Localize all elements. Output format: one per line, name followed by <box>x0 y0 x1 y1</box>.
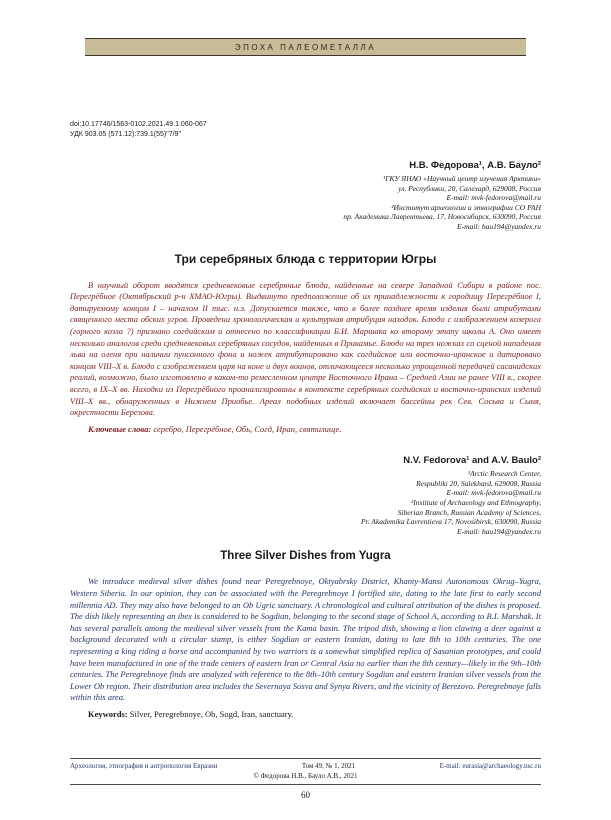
affiliation-ru <box>70 174 541 232</box>
footer-copyright: © Федорова Н.В., Бауло А.В., 2021 <box>253 772 358 780</box>
affiliation-line: ²Институт археологии и этнографии СО РАН <box>391 202 541 212</box>
page-number: 60 <box>301 790 310 800</box>
article-meta <box>70 120 541 140</box>
abstract-ru: В научный оборот вводятся средневековые серебряные блюда, найденные на севере Западной Сибири в районе пос. Перегрёбное (Октябрьский р-н ХМАО-Югры). Выдвинуто предположение об их принадлежности к городищу Перегрёбное I, датируемому концом I – началом II тыс. н.э. Допускается также, что в более позднее время изделия были атрибутами священного места обских угров. Проведена хронологическая и культурная атрибуция находок. Блюдо с изображением козерога (горного козла ?) признано согдийским и отнесено по классификации Б.И. Маршака ко второму этапу школы А. Оно имеет несколько аналогов среди средневековых серебряных сосудов, найденных в Прикамье. Блюдо на трех ножках со сценой нападения льва на оленя при наличии пунсонного фона и ножек атрибутировано как согдийское или восточно-иранское и датировано концом VIII–X в. Блюдо с изображением царя на коне и двух воинов, отличающееся несколько упрощенной передачей сасанидских реалий, возможно, было изготовлено в каком-то ремесленном центре Восточного Ирана – Средней Азии не ранее VIII в., скорее всего, в IX–X вв. Находки из Перегрёбного проанализированы в контексте серебряных согдийских и восточно-иранских изделий VIII–X вв., обнаруженных в Нижнем Приобье. Ареал подобных изделий включает бассейны рек Сев. Сосьва и Сыня, окрестности Березова. <box>70 279 541 418</box>
affiliation-en <box>70 469 541 536</box>
article-title-en: Three Silver Dishes from Yugra <box>220 550 391 563</box>
section-band <box>85 38 526 56</box>
keywords-en <box>70 709 541 721</box>
affiliation-line: пр. Академика Лаврентьева, 17, Новосибирск, 630090, Россия <box>343 212 541 222</box>
udk-line: УДК 903.05 (571.12):739.1(55)"7/9" <box>70 131 181 138</box>
keywords-label-ru: Ключевые слова: <box>88 423 152 434</box>
footer-email: E-mail: eurasia@archaeology.nsc.ru <box>439 762 541 770</box>
keywords-label-en: Keywords: <box>88 708 128 719</box>
footer-rule-bottom <box>70 784 541 785</box>
footer-journal-row <box>70 759 541 771</box>
affiliation-email: E-mail: bau194@yandex.ru <box>457 221 541 231</box>
affiliation-line: ул. Республики, 20, Салехард, 629008, Россия <box>398 183 541 193</box>
keywords-text-ru: серебро, Перегрёбное, Обь, Согд, Иран, святилище. <box>153 423 342 434</box>
footer-journal-name: Археология, этнография и антропология Евразии <box>70 762 218 770</box>
keywords-text-en: Silver, Peregrebnoye, Ob, Sogd, Iran, sanctuary. <box>129 708 294 719</box>
affiliation-line: Pr. Akademika Lavrentieva 17, Novosibirsk, 630090, Russia <box>361 517 541 527</box>
affiliation-line: ²Institute of Archaeology and Ethnography, <box>411 498 541 508</box>
authors-block-ru <box>70 160 541 232</box>
affiliation-line: Siberian Branch, Russian Academy of Sciences, <box>397 507 541 517</box>
doi-line: doi:10.17746/1563-0102.2021.49.1.060-067 <box>70 121 207 128</box>
abstract-en: We introduce medieval silver dishes found near Peregrebnoye, Oktyabrsky District, Khanty-Mansi Autonomous Okrug–Yugra, Western Siberia. In our opinion, they can be associated with the Peregrebnoye I fortified site, dating to the late first to early second millennia AD. They may also have belonged to an Ob Ugric sanctuary. A chronological and cultural attribution of the dishes is proposed. The dish likely representing an ibex is considered to be Sogdian, belonging to the second stage of School A, according to B.I. Marshak. It has several parallels among the medieval silver vessels from the Kama basin. The tripod dish, showing a lion clawing a deer against a background decorated with a circular stamp, is either Sogdian or eastern Iranian, dating to late 8th to 10th centuries. The one representing a king riding a horse and accompanied by two warriors is a somewhat simplified replica of Sasanian prototypes, and could have been manufactured in one of the trade centers of eastern Iran or Central Asia no earlier than the 8th century—likely in the 9th–10th centuries. The Peregrebnoye finds are analyzed with reference to the 8th–10th century Sogdian and eastern Iranian silver vessels from the Lower Ob region. Their distribution area includes the Severnaya Sosva and Synya Rivers, and the vicinity of Berezovo. Peregrebnoye falls within this area. <box>70 576 541 703</box>
affiliation-email: E-mail: mvk-fedorova@mail.ru <box>446 193 541 203</box>
section-band-title: ЭПОХА ПАЛЕОМЕТАЛЛА <box>234 43 377 52</box>
page-footer <box>70 758 541 800</box>
affiliation-line: ¹Arctic Research Center, <box>467 469 541 479</box>
article-title-ru: Три серебряных блюда с территории Югры <box>174 251 437 266</box>
authors-names-ru: Н.В. Федорова¹, А.В. Бауло² <box>409 160 541 171</box>
footer-volume: Том 49, № 1, 2021 <box>301 762 356 770</box>
authors-block-en <box>70 455 541 536</box>
affiliation-email: E-mail: bau194@yandex.ru <box>457 526 541 536</box>
affiliation-line: Respubliki 20, Salekhard, 629008, Russia <box>416 478 541 488</box>
keywords-ru <box>70 424 541 436</box>
authors-names-en: N.V. Fedorova¹ and A.V. Baulo² <box>403 455 541 467</box>
affiliation-email: E-mail: mvk-fedorova@mail.ru <box>446 488 541 498</box>
affiliation-line: ¹ГКУ ЯНАО «Научный центр изучения Арктики» <box>382 174 541 183</box>
